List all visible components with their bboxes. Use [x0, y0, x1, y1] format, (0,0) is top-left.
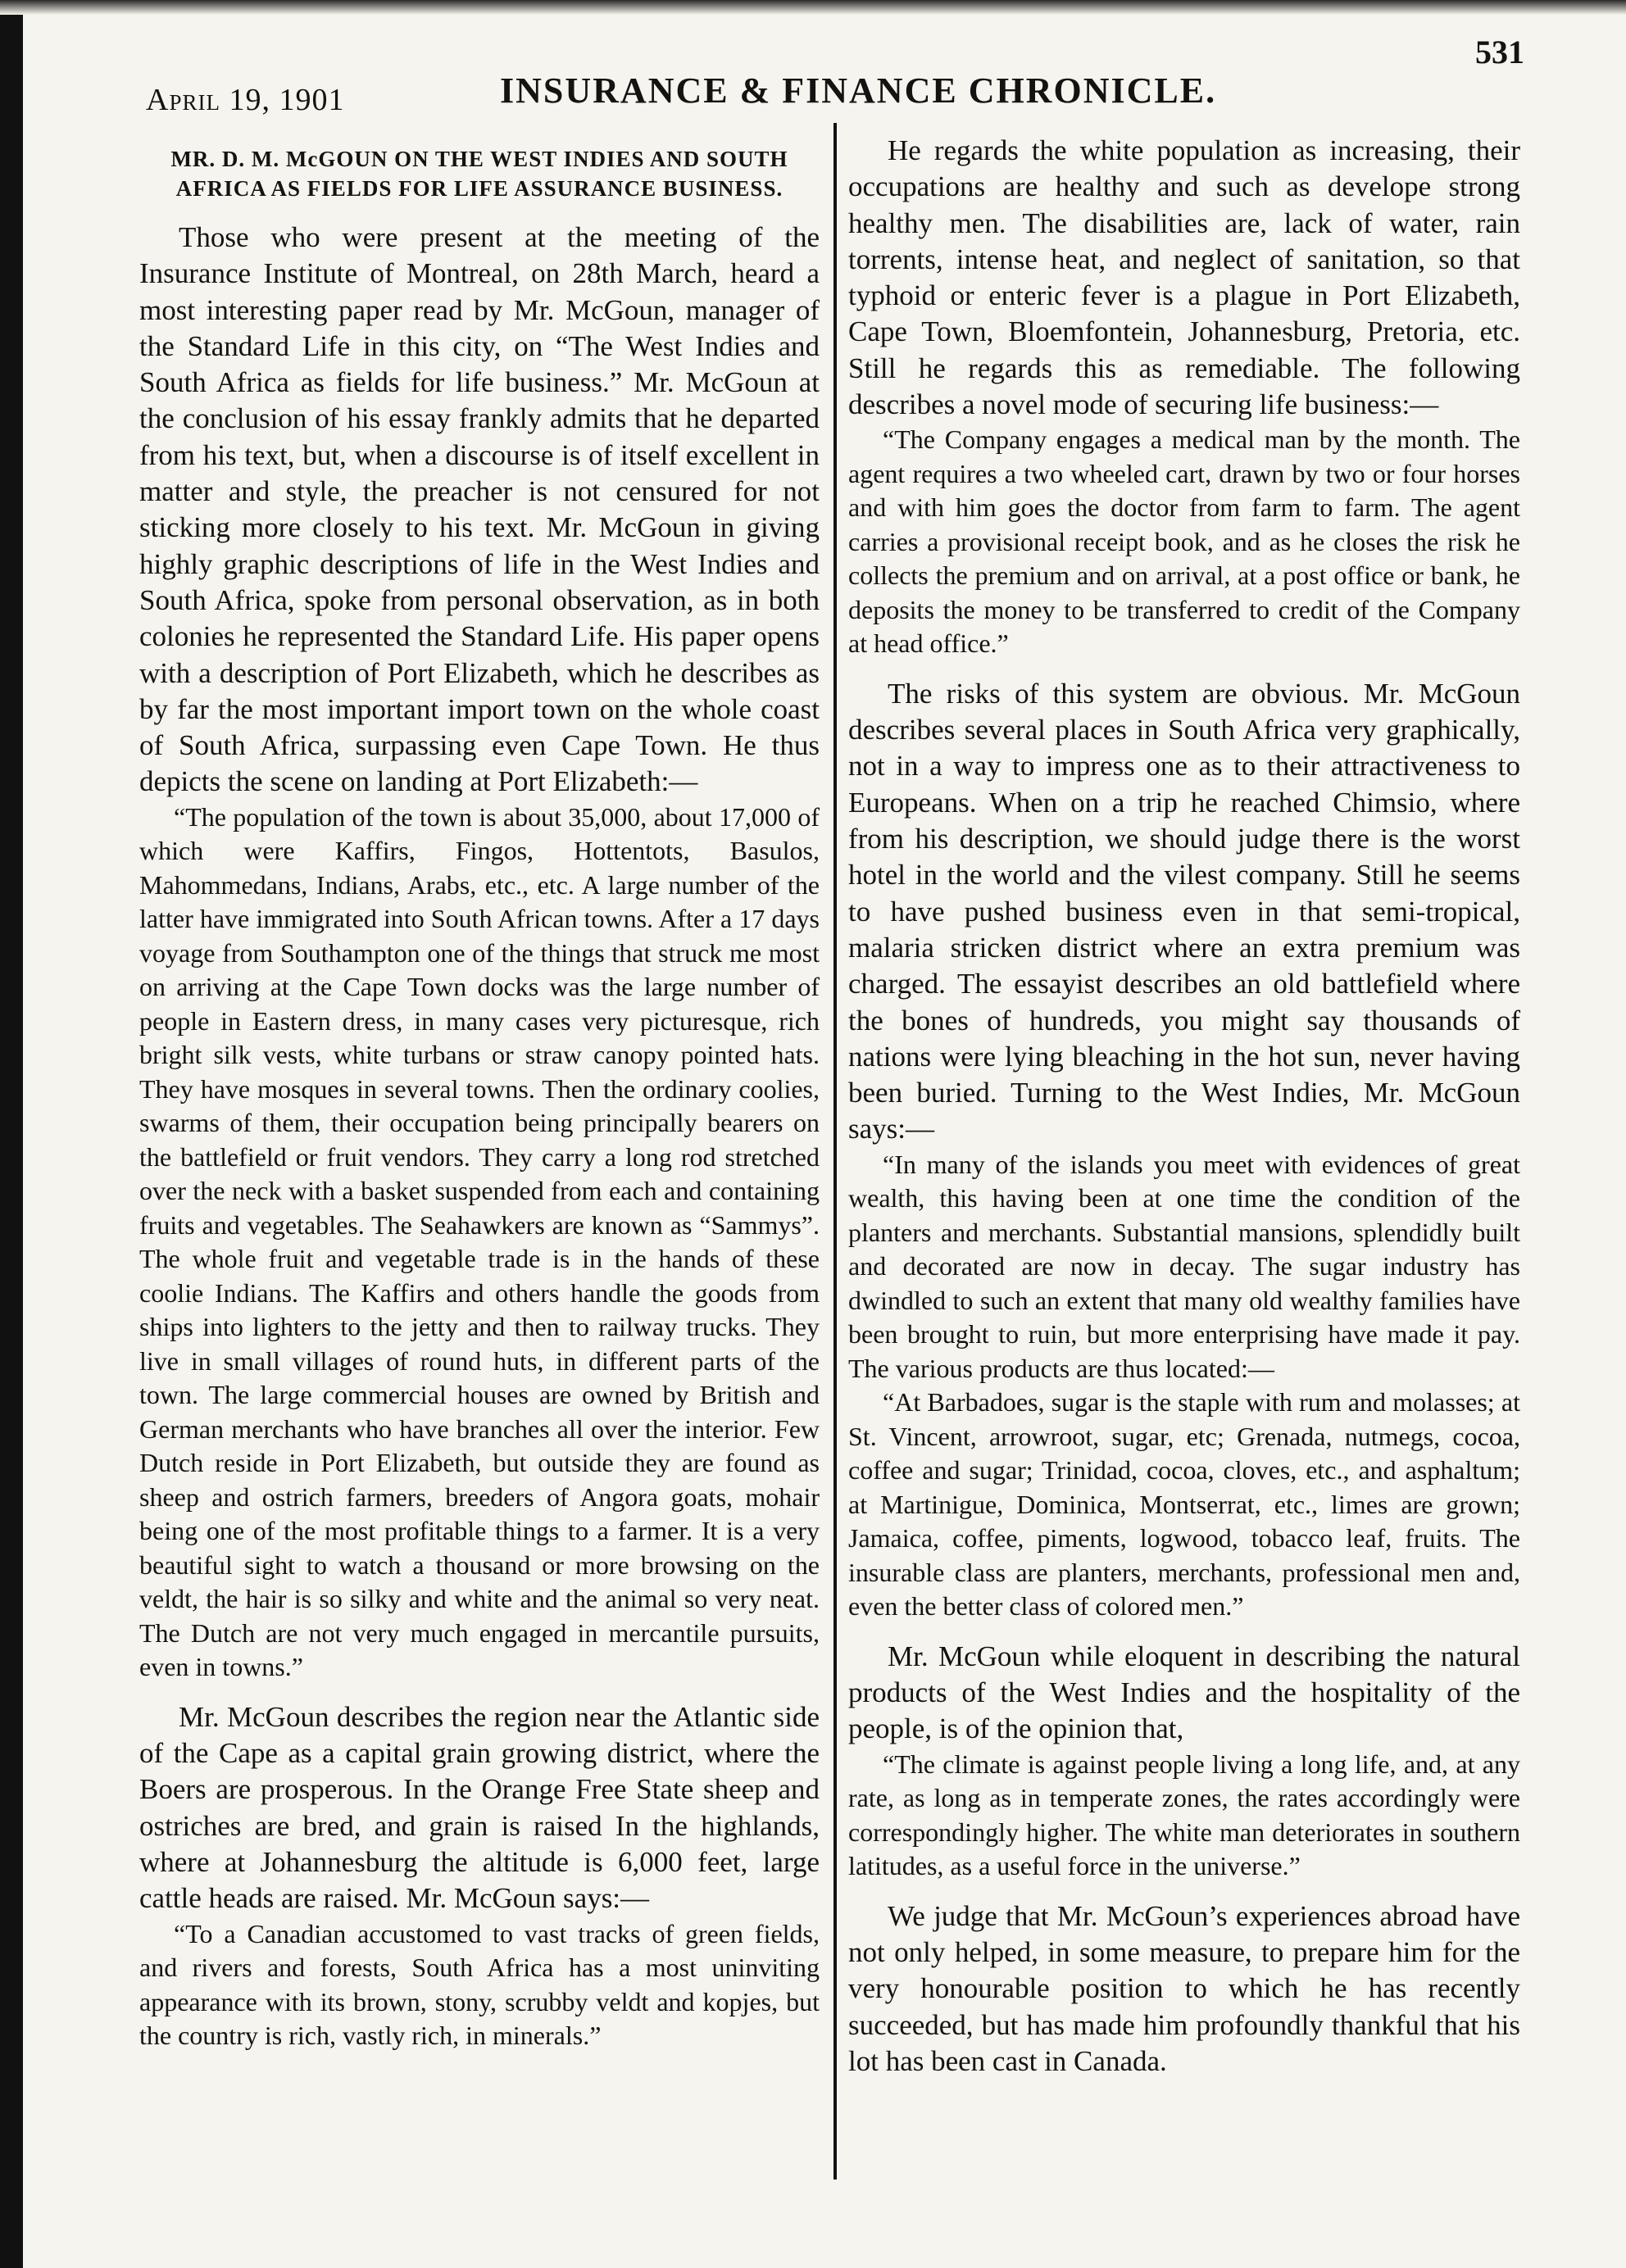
article-title: MR. D. M. McGOUN ON THE WEST INDIES AND SOUTH AFRICA AS FIELDS FOR LIFE ASSURANCE BUSINESS.	[170, 147, 788, 201]
column-rule	[833, 123, 837, 2180]
paragraph-cape-region: Mr. McGoun describes the region near the Atlantic side of the Cape as a capital grain growing district, where the Boers are prosperous. In the Orange Free State sheep and ostriches are bred, and grain is raised In the highlands, where at Johannesburg the altitude is 6,000 feet, large cattle heads are raised. Mr. McGoun says:—	[139, 1700, 820, 1915]
right-column	[848, 133, 1520, 2080]
paragraph-risks: The risks of this system are obvious. Mr. McGoun describes several places in South Africa very graphically, not in a way to impress one as to their attractiveness to Europeans. When on a trip he reached Chimsio, where from his description, we should judge there is the worst hotel in the world and the vilest company. Still he seems to have pushed business even in that semi-tropical, malaria stricken district where an extra premium was charged. The essayist describes an old battlefield where the bones of hundreds, you might say thousands of nations were lying bleaching in the hot sun, never having been buried. Turning to the West Indies, Mr. McGoun says:—	[848, 677, 1520, 1145]
paragraph-intro: Those who were present at the meeting of the Insurance Institute of Montreal, on 28th March, heard a most interesting paper read by Mr. McGoun, manager of the Standard Life in this city, on “The West Indies and South Africa as fields for life business.” Mr. McGoun at the conclusion of his essay frankly admits that he departed from his text, but, when a discourse is of itself excellent in matter and style, the preacher is not censured for not sticking more closely to his text. Mr. McGoun in giving highly graphic descriptions of life in the West Indies and South Africa, spoke from personal observation, as in both colonies he represented the Standard Life. His paper opens with a description of Port Elizabeth, which he describes as by far the most important import town on the whole coast of South Africa, surpassing even Cape Town. He thus depicts the scene on landing at Port Elizabeth:—	[139, 221, 820, 798]
journal-title: INSURANCE & FINANCE CHRONICLE.	[500, 70, 1217, 111]
left-column	[139, 133, 820, 2053]
quote-south-africa: “To a Canadian accustomed to vast tracks of green fields, and rivers and forests, South Africa has a most uninviting appearance with its brown, stony, scrubby veldt and kopjes, but the country is rich, vastly rich, in minerals.”	[139, 1918, 820, 2051]
quote-products: “At Barbadoes, sugar is the staple with rum and molasses; at St. Vincent, arrowroot, sugar, etc; Grenada, nutmegs, cocoa, coffee and sugar; Trinidad, cocoa, cloves, etc., and asphaltum; at Martinigue, Dominica, Montserrat, etc., limes are grown; Jamaica, coffee, piments, logwood, tobacco leaf, fruits. The insurable class are planters, merchants, professional men and, even the better class of colored men.”	[848, 1387, 1520, 1622]
issue-date: April 19, 1901	[146, 83, 345, 117]
quote-climate: “The climate is against people living a long life, and, at any rate, as long as in temperate zones, the rates accordingly were correspondingly higher. The white man deteriorates in southern latitudes, as a useful force in the universe.”	[848, 1749, 1520, 1881]
page-header	[131, 33, 1524, 131]
paragraph-white-population: He regards the white population as increasing, their occupations are healthy and such as develope strong healthy men. The disabilities are, lack of water, rain torrents, intense heat, and neglect of sanitation, so that typhoid or enteric fever is a plague in Port Elizabeth, Cape Town, Bloemfontein, Johannesburg, Pretoria, etc. Still he regards this as remediable. The following describes a novel mode of securing life business:—	[848, 134, 1520, 421]
quote-west-indies-wealth: “In many of the islands you meet with evidences of great wealth, this having been at one time the condition of the planters and merchants. Substantial mansions, splendidly built and decorated are now in decay. The sugar industry has dwindled to such an extent that many old wealthy families have been brought to ruin, but more enterprising have made it pay. The various products are thus located:—	[848, 1149, 1520, 1383]
scan-edge-left	[0, 0, 23, 2268]
scan-edge-top	[0, 0, 1626, 15]
quote-port-elizabeth: “The population of the town is about 35,000, about 17,000 of which were Kaffirs, Fingos, Hottentots, Basulos, Mahommedans, Indians, Arabs, etc., etc. A large number of the latter have immigrated into South African towns. After a 17 days voyage from Southampton one of the things that struck me most on arriving at the Cape Town docks was the large number of people in Eastern dress, in many cases very picturesque, rich bright silk vests, white turbans or straw canopy pointed hats. They have mosques in several towns. Then the ordinary coolies, swarms of them, their occupation being principally bearers on the battlefield or fruit vendors. They carry a long rod stretched over the neck with a basket suspended from each and containing fruits and vegetables. The Seahawkers are known as “Sammys”. The whole fruit and vegetable trade is in the hands of these coolie Indians. The Kaffirs and others handle the goods from ships into lighters to the jetty and then to railway trucks. They live in small villages of round huts, in different parts of the town. The large commercial houses are owned by British and German merchants who have branches all over the interior. Few Dutch reside in Port Elizabeth, but outside they are found as sheep and ostrich farmers, breeders of Angora goats, mohair being one of the most profitable things to a farmer. It is a very beautiful sight to watch a thousand or more browsing on the veldt, the hair is so silky and white and the animal so very neat. The Dutch are not very much engaged in mercantile pursuits, even in towns.”	[139, 801, 820, 1682]
paragraph-opinion: Mr. McGoun while eloquent in describing the natural products of the West Indies and the hospitality of the people, is of the opinion that,	[848, 1640, 1520, 1745]
quote-medical-man: “The Company engages a medical man by the month. The agent requires a two wheeled cart, drawn by two or four horses and with him goes the doctor from farm to farm. The agent carries a provisional receipt book, and as he closes the risk he collects the premium and on arrival, at a post office or bank, he deposits the money to be transferred to credit of the Company at head office.”	[848, 424, 1520, 659]
ink-spot	[8, 1672, 16, 1680]
paragraph-conclusion: We judge that Mr. McGoun’s experiences abroad have not only helped, in some measure, to prepare him for the very honourable position to which he has recently succeeded, but has made him profoundly thankful that his lot has been cast in Canada.	[848, 1899, 1520, 2077]
ink-spot	[5, 1098, 18, 1116]
page-number: 531	[1475, 34, 1524, 70]
